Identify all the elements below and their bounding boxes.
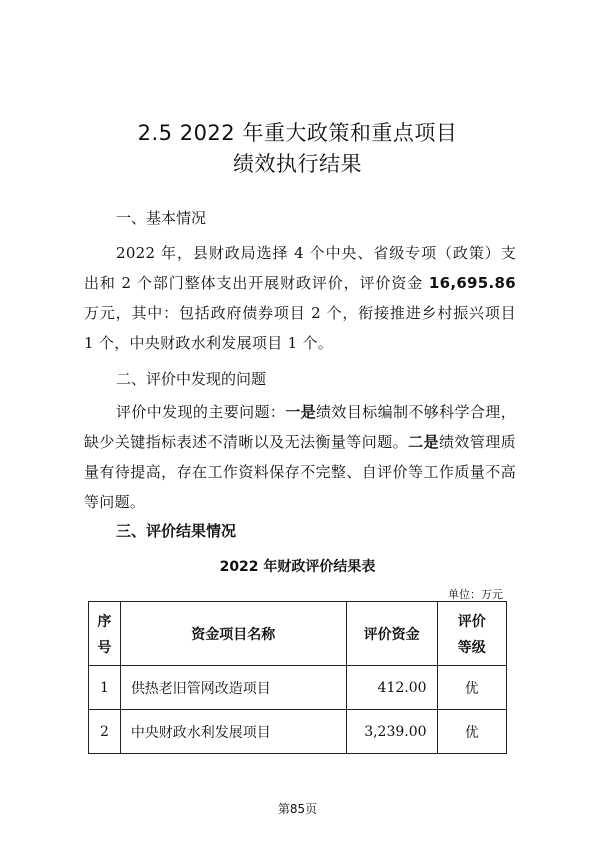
paragraph-text: 评价中发现的主要问题： [116,403,286,421]
row-name [120,666,346,710]
row-amount-text: 3,239.00 [364,723,427,740]
row-name [120,710,346,754]
section-heading-basic: 一、基本情况 [116,209,207,227]
header-grade-line2: 等级 [457,639,486,656]
row-name-text: 供热老旧管网改造项目 [130,680,271,697]
table-header-row [89,602,507,666]
table-unit: 单位：万元 [448,588,503,601]
row-grade: 优 [437,710,506,754]
row-amount [346,710,437,754]
header-name: 资金项目名称 [120,602,346,666]
header-no [89,602,121,666]
row-amount [346,666,437,710]
page-subtitle: 绩效执行结果 [233,152,362,176]
row-amount-text: 412.00 [377,679,427,696]
emphasis-first: 一是 [285,403,317,421]
row-grade: 优 [437,666,506,710]
section-heading-results: 三、评价结果情况 [116,522,237,540]
header-grade [437,602,506,666]
page-number: 第85页 [277,802,318,816]
table-row [89,710,507,754]
header-no-line2: 号 [97,639,112,656]
row-name-text: 中央财政水利发展项目 [130,724,271,741]
row-no: 2 [89,710,121,754]
paragraph-text: 2022 年，县财政局选择 4 个中央、省级专项（政策）支出和 2 个部门整体支出开展财政评价，评价资金 [84,244,516,292]
paragraph-text: 万元，其中：包括政府债券项目 2 个，衔接推进乡村振兴项目 1 个，中央财政水利发展项目 1 个。 [84,304,516,352]
table-title: 2022 年财政评价结果表 [219,559,376,575]
paragraph-text: 绩效管理质量有待提高，存在工作资料保存不完整、自评价等工作质量不高等问题。 [84,433,516,511]
section-paragraph-problems [84,397,516,517]
header-amount: 评价资金 [346,602,437,666]
header-no-line1: 序 [97,613,112,630]
paragraph-text: 绩效目标编制不够科学合理，缺少关键指标表述不清晰以及无法衡量等问题。 [84,403,516,451]
section-paragraph-basic [84,238,516,358]
results-table [88,601,507,754]
section-heading-problems: 二、评价中发现的问题 [116,370,267,388]
emphasis-second: 二是 [408,433,439,451]
table-row [89,666,507,710]
header-grade-line1: 评价 [457,613,486,630]
page-title: 2.5 2022 年重大政策和重点项目 [137,121,458,145]
evaluation-amount: 16,695.86 [428,274,516,292]
row-no: 1 [89,666,121,710]
